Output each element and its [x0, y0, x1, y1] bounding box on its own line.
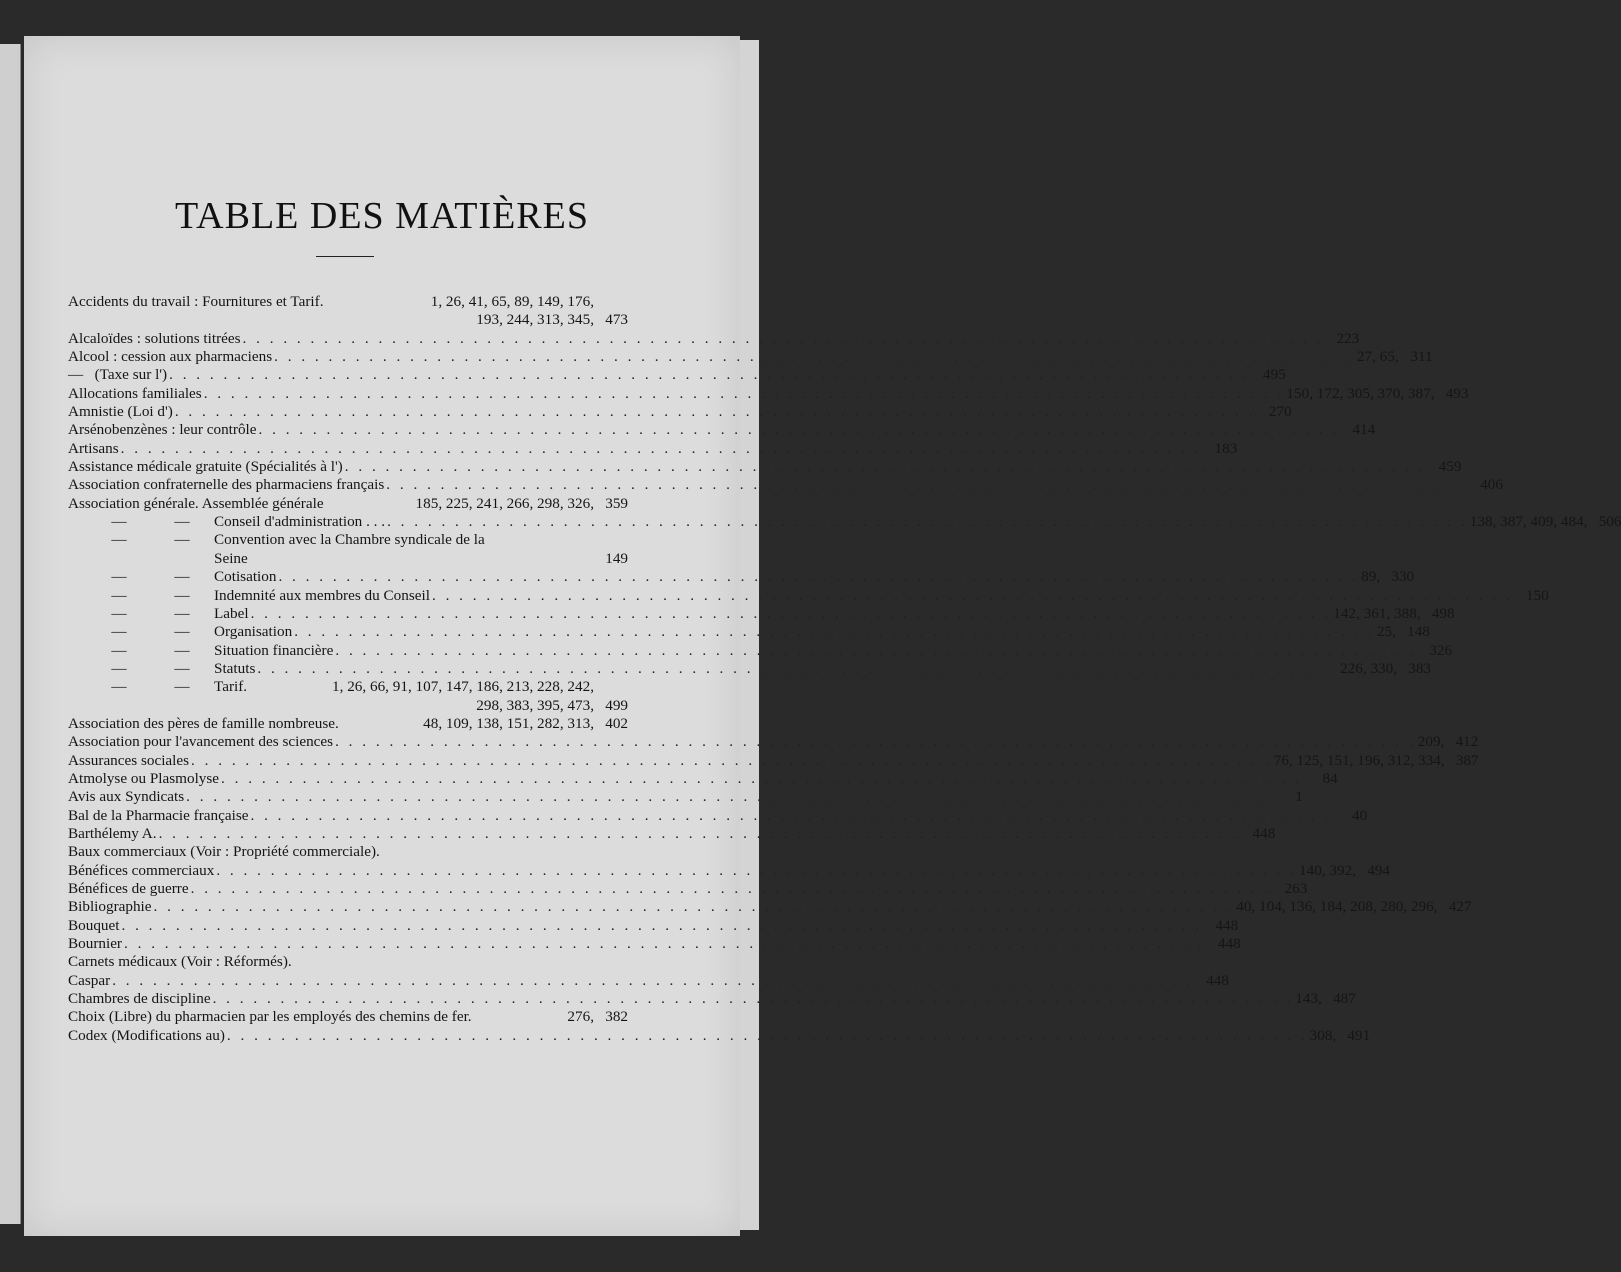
dot-leader: . . . . . . . . . . . . . . . . . . . . . . . . . . . . . . . . . . . . . . . . . . . . . . . . . . . . . . . . . . . . . . . . . . . . . . . . . . . . . . . . [242, 329, 1324, 347]
entry-page-number: 326 [1429, 641, 1453, 659]
dot-leader: . . . . . . . . . . . . . . . . . . . . . . . . . . . . . . . . . . . . . . . . . . . . . . . . . . . . . . . . . . . . . . . . . . . . . . . . . . . . . . . . [226, 1026, 1308, 1044]
entry-label: Accidents du travail : Fournitures et Tarif. [68, 293, 324, 310]
entry-label: Bénéfices commerciaux [68, 861, 215, 879]
entry-page-number: 498 [1431, 604, 1455, 622]
dot-leader: . . . . . . . . . . . . . . . . . . . . . . . . . . . . . . . . . . . . . . . . . . . . . . . . . . . . . . . . . . . . . . . . . . . . . . . . . . . . . . . . [274, 348, 1355, 366]
ditto-dash: — [174, 531, 190, 549]
dot-leader: . . . . . . . . . . . . . . . . . . . . . . . . . . . . . . . . . . . . . . . . . . . . . . . . . . . . . . . . . . . . . . . . . . . . . . . . . . . . . . . . [250, 806, 1332, 824]
entry-label: Barthélemy A. [68, 824, 157, 842]
toc-entry [68, 604, 1455, 623]
toc-entry [68, 733, 1479, 751]
entry-page-number: 387 [1455, 751, 1479, 769]
entry-page-number: 311 [1410, 348, 1433, 366]
title-rule [316, 256, 374, 257]
entry-page-number: 499 [605, 696, 628, 714]
entry-page-number: 359 [605, 494, 628, 512]
entry-label: Association générale. Assemblée générale [68, 494, 324, 512]
ditto-dash: — [111, 659, 127, 677]
dot-leader: . . . . . . . . . . . . . . . . . . . . . . . . . . . . . . . . . . . . . . . . . . . . . . . . . . . . . . . . . . . . . . . . . . . . . . . . . . . . . . . . [294, 623, 1375, 641]
entry-page-number: 150 [1525, 586, 1549, 604]
entry-label: Carnets médicaux (Voir : Réformés). [68, 953, 292, 971]
entry-page-refs: 226, 330, [1340, 659, 1398, 677]
entry-page-number: 383 [1408, 659, 1432, 677]
entry-page-number: 414 [1352, 421, 1376, 439]
entry-page-refs: 143, [1295, 990, 1322, 1008]
entry-page-refs: 298, 383, 395, 473, [476, 696, 594, 714]
entry-page-number: 382 [605, 1008, 628, 1026]
entry-page-number: 223 [1336, 329, 1360, 347]
dot-leader: . . . . . . . . . . . . . . . . . . . . . . . . . . . . . . . . . . . . . . . . . . . . . . . . . . . . . . . . . . . . . . . . . . . . . . . . . . . . . . . . [124, 935, 1205, 953]
toc-entry [68, 935, 1241, 953]
entry-page-number: 491 [1347, 1026, 1371, 1044]
entry-page-number: 183 [1214, 439, 1238, 457]
entry-label: Alcool : cession aux pharmaciens [68, 348, 273, 366]
dot-leader: . . . . . . . . . . . . . . . . . . . . . . . . . . . . . . . . . . . . . . . . . . . . . . . . . . . . . . . . . . . . . . . . . . . . . . . . . . . . . . . . [386, 476, 1467, 494]
entry-label: Association confraternelle des pharmaciens français [68, 476, 385, 494]
entry-label: Bournier [68, 935, 122, 953]
entry-page-refs: 1, 26, 41, 65, 89, 149, 176, [430, 293, 594, 310]
entry-page-refs: 48, 109, 138, 151, 282, 313, [423, 714, 594, 732]
dot-leader: . . . . . . . . . . . . . . . . . . . . . . . . . . . . . . . . . . . . . . . . . . . . . . . . . . . . . . . . . . . . . . . . . . . . . . . . . . . . . . . . [387, 513, 1468, 531]
toc-entry [68, 678, 628, 696]
toc-entry [68, 916, 1239, 935]
entry-label: Assistance médicale gratuite (Spécialités à l') [68, 458, 343, 476]
entry-page-number: 448 [1215, 916, 1239, 934]
entry-page-number: 270 [1268, 403, 1292, 421]
entry-label [68, 587, 430, 605]
ditto-dash: — [111, 641, 127, 659]
toc-entry [68, 476, 1503, 494]
entry-label: Choix (Libre) du pharmacien par les employés des chemins de fer. [68, 1008, 472, 1026]
toc-entry [68, 311, 628, 329]
dot-leader: . . . . . . . . . . . . . . . . . . . . . . . . . . . . . . . . . . . . . . . . . . . . . . . . . . . . . . . . . . . . . . . . . . . . . . . . . . . . . . . . [190, 880, 1272, 897]
ditto-dash: — [174, 568, 190, 586]
entry-label: Bénéfices de guerre [68, 880, 189, 897]
entry-label: Caspar [68, 971, 111, 989]
entry-page-number: 263 [1284, 880, 1308, 897]
dot-leader: . . . . . . . . . . . . . . . . . . . . . . . . . . . . . . . . . . . . . . . . . . . . . . . . . . . . . . . . . . . . . . . . . . . . . . . . . . . . . . . . [120, 439, 1202, 457]
entry-page-number: 427 [1448, 898, 1472, 916]
toc-entry [68, 421, 1376, 439]
toc-entry [68, 824, 1276, 843]
ditto-dash: — [111, 604, 127, 622]
subentry-label: Indemnité aux membres du Conseil [214, 586, 430, 604]
entry-label: Association pour l'avancement des sciences [68, 733, 334, 751]
dot-leader: . . . . . . . . . . . . . . . . . . . . . . . . . . . . . . . . . . . . . . . . . . . . . . . . . . . . . . . . . . . . . . . . . . . . . . . . . . . . . . . . [174, 403, 1256, 421]
book-page [24, 36, 1621, 1236]
ditto-dash: — [174, 586, 190, 604]
toc-entry [68, 953, 628, 971]
subentry-label: Label [214, 604, 249, 622]
ditto-dash: — [174, 604, 190, 622]
entry-label [68, 568, 276, 586]
ditto-dash: — [111, 586, 127, 604]
entry-label: Chambres de discipline [68, 990, 211, 1008]
subentry-label: Conseil d'administration . . . [214, 513, 386, 531]
dot-leader: . . . . . . . . . . . . . . . . . . . . . . . . . . . . . . . . . . . . . . . . . . . . . . . . . . . . . . . . . . . . . . . . . . . . . . . . . . . . . . . . [250, 604, 1332, 622]
dot-leader: . . . . . . . . . . . . . . . . . . . . . . . . . . . . . . . . . . . . . . . . . . . . . . . . . . . . . . . . . . . . . . . . . . . . . . . . . . . . . . . . [278, 568, 1360, 586]
entry-page-number: 402 [605, 714, 628, 732]
entry-label: Alcaloïdes : solutions titrées [68, 329, 241, 347]
entry-label [68, 623, 292, 641]
entry-page-number: 448 [1252, 824, 1276, 842]
entry-page-number: 406 [1480, 476, 1503, 494]
entry-page-refs: 40, 104, 136, 184, 208, 280, 296, [1236, 898, 1438, 916]
entry-label [68, 642, 333, 660]
entry-page-refs: 150, 172, 305, 370, 387, [1286, 384, 1435, 402]
toc-entry [68, 990, 1356, 1008]
entry-page-refs: 89, [1361, 568, 1381, 586]
entry-page-refs: 308, [1309, 1026, 1337, 1044]
dot-leader: . . . . . . . . . . . . . . . . . . . . . . . . . . . . . . . . . . . . . . . . . . . . . . . . . . . . . . . . . . . . . . . . . . . . . . . . . . . . . . . . [258, 421, 1340, 439]
entry-label: Bibliographie [68, 898, 152, 916]
dot-leader: . . . . . . . . . . . . . . . . . . . . . . . . . . . . . . . . . . . . . . . . . . . . . . . . . . . . . . . . . . . . . . . . . . . . . . . . . . . . . . . . [335, 733, 1416, 751]
toc-entry [68, 366, 1286, 384]
dot-leader: . . . . . . . . . . . . . . . . . . . . . . . . . . . . . . . . . . . . . . . . . . . . . . . . . . . . . . . . . . . . . . . . . . . . . . . . . . . . . . . . [344, 458, 1426, 476]
toc-entry [68, 329, 1360, 348]
toc-entry [68, 458, 1462, 476]
entry-page-refs: 76, 125, 151, 196, 312, 334, [1273, 751, 1445, 769]
entry-page-number: 448 [1206, 971, 1229, 989]
toc-entry [68, 806, 1368, 825]
entry-page-refs: 140, 392, [1299, 861, 1356, 879]
entry-label: Assurances sociales [68, 751, 190, 769]
ditto-dash: — [174, 659, 190, 677]
toc-entry [68, 403, 1292, 421]
entry-label [68, 678, 247, 696]
entry-page-refs: 185, 225, 241, 266, 298, 326, [415, 494, 594, 512]
toc-entry [68, 1026, 1371, 1045]
entry-page-number: 84 [1322, 769, 1338, 787]
entry-page-number: 412 [1455, 733, 1479, 751]
entry-label: Atmolyse ou Plasmolyse [68, 769, 220, 787]
entry-page-number: 487 [1333, 990, 1356, 1008]
entry-page-number: 40 [1352, 806, 1368, 824]
dot-leader: . . . . . . . . . . . . . . . . . . . . . . . . . . . . . . . . . . . . . . . . . . . . . . . . . . . . . . . . . . . . . . . . . . . . . . . . . . . . . . . . [431, 586, 1513, 604]
toc-entry [68, 495, 628, 513]
entry-page-number: 495 [1263, 366, 1286, 384]
entry-page-refs: 276, [567, 1008, 594, 1026]
entry-page-number: 330 [1391, 568, 1415, 586]
ditto-dash: — [174, 641, 190, 659]
entry-label: Association des pères de famille nombreuse. [68, 714, 339, 732]
entry-page-refs: 138, 387, 409, 484, [1469, 513, 1588, 531]
entry-page-number: 494 [1367, 861, 1390, 879]
subentry-label: Situation financière [214, 641, 334, 659]
toc-entry [68, 348, 1433, 366]
entry-page-refs: 142, 361, 388, [1333, 604, 1421, 622]
toc-entry [68, 880, 1308, 898]
entry-label: Allocations familiales [68, 384, 202, 402]
entry-label: Bouquet [68, 916, 120, 934]
subentry-label: Statuts [214, 659, 256, 677]
entry-page-number: 448 [1217, 935, 1241, 953]
dot-leader: . . . . . . . . . . . . . . . . . . . . . . . . . . . . . . . . . . . . . . . . . . . . . . . . . . . . . . . . . . . . . . . . . . . . . . . . . . . . . . . . [121, 916, 1203, 934]
toc-entry [68, 513, 1621, 531]
dot-leader: . . . . . . . . . . . . . . . . . . . . . . . . . . . . . . . . . . . . . . . . . . . . . . . . . . . . . . . . . . . . . . . . . . . . . . . . . . . . . . . . [153, 898, 1235, 916]
toc-entry [68, 384, 1469, 403]
dot-leader: . . . . . . . . . . . . . . . . . . . . . . . . . . . . . . . . . . . . . . . . . . . . . . . . . . . . . . . . . . . . . . . . . . . . . . . . . . . . . . . . [186, 788, 1267, 806]
toc-entry [68, 550, 628, 568]
dot-leader: . . . . . . . . . . . . . . . . . . . . . . . . . . . . . . . . . . . . . . . . . . . . . . . . . . . . . . . . . . . . . . . . . . . . . . . . . . . . . . . . [191, 751, 1272, 769]
entry-page-number: 473 [605, 311, 628, 329]
entry-page-number: 1 [1295, 788, 1303, 806]
toc-entry [68, 586, 1549, 605]
toc-entry [68, 1008, 628, 1026]
entry-label [68, 605, 249, 623]
dot-leader: . . . . . . . . . . . . . . . . . . . . . . . . . . . . . . . . . . . . . . . . . . . . . . . . . . . . . . . . . . . . . . . . . . . . . . . . . . . . . . . . [257, 659, 1339, 677]
ditto-dash: — [111, 513, 127, 531]
toc-entry [68, 898, 1472, 916]
entry-label [68, 531, 485, 549]
dot-leader: . . . . . . . . . . . . . . . . . . . . . . . . . . . . . . . . . . . . . . . . . . . . . . . . . . . . . . . . . . . . . . . . . . . . . . . . . . . . . . . . [221, 769, 1302, 787]
toc-entry [68, 843, 628, 861]
entry-label [68, 513, 385, 531]
toc-entry [68, 971, 1229, 990]
subentry-label: Cotisation [214, 568, 277, 586]
toc-entry [68, 697, 628, 715]
entry-page-number: 148 [1407, 623, 1430, 641]
ditto-dash: — [174, 678, 190, 696]
entry-label: Arsénobenzènes : leur contrôle [68, 421, 257, 439]
entry-page-number: 149 [605, 549, 628, 567]
dot-leader: . . . . . . . . . . . . . . . . . . . . . . . . . . . . . . . . . . . . . . . . . . . . . . . . . . . . . . . . . . . . . . . . . . . . . . . . . . . . . . . . [158, 824, 1240, 842]
entry-page-refs: 27, 65, [1356, 348, 1399, 366]
toc-entry [68, 751, 1479, 770]
toc-entry [68, 861, 1390, 880]
facing-page-edge [0, 44, 21, 1224]
dot-leader: . . . . . . . . . . . . . . . . . . . . . . . . . . . . . . . . . . . . . . . . . . . . . . . . . . . . . . . . . . . . . . . . . . . . . . . . . . . . . . . . [112, 971, 1193, 989]
entry-label: — (Taxe sur l') [68, 366, 168, 384]
toc-entry [68, 293, 628, 311]
entry-label [68, 550, 248, 568]
subentry-label: Convention avec la Chambre syndicale de la [214, 531, 485, 549]
subentry-label: Seine [214, 549, 248, 567]
toc-entry [68, 715, 628, 733]
entry-label: Codex (Modifications au) [68, 1026, 225, 1044]
entry-page-refs: 25, [1376, 623, 1396, 641]
entry-page-number: 459 [1438, 458, 1462, 476]
ditto-dash: — [111, 623, 127, 641]
entry-page-refs: 209, [1417, 733, 1445, 751]
toc-entry [68, 788, 1303, 806]
toc-entry [68, 769, 1338, 788]
table-of-contents [68, 293, 1621, 1045]
dot-leader: . . . . . . . . . . . . . . . . . . . . . . . . . . . . . . . . . . . . . . . . . . . . . . . . . . . . . . . . . . . . . . . . . . . . . . . . . . . . . . . . [216, 861, 1298, 879]
ditto-dash: — [174, 623, 190, 641]
ditto-dash: — [111, 568, 127, 586]
entry-page-number: 506 [1598, 513, 1621, 531]
entry-page-number: 493 [1445, 384, 1469, 402]
toc-entry [68, 641, 1453, 660]
dot-leader: . . . . . . . . . . . . . . . . . . . . . . . . . . . . . . . . . . . . . . . . . . . . . . . . . . . . . . . . . . . . . . . . . . . . . . . . . . . . . . . . [212, 990, 1294, 1008]
toc-entry [68, 623, 1430, 641]
toc-entry [68, 659, 1432, 678]
dot-leader: . . . . . . . . . . . . . . . . . . . . . . . . . . . . . . . . . . . . . . . . . . . . . . . . . . . . . . . . . . . . . . . . . . . . . . . . . . . . . . . . [169, 366, 1250, 384]
entry-label: Amnistie (Loi d') [68, 403, 173, 421]
entry-label: Baux commerciaux (Voir : Propriété commerciale). [68, 843, 380, 861]
entry-label [68, 660, 255, 678]
page-title: TABLE DES MATIÈRES [175, 195, 589, 237]
subentry-label: Organisation [214, 623, 293, 641]
dot-leader: . . . . . . . . . . . . . . . . . . . . . . . . . . . . . . . . . . . . . . . . . . . . . . . . . . . . . . . . . . . . . . . . . . . . . . . . . . . . . . . . [203, 384, 1285, 402]
toc-entry [68, 568, 1415, 586]
entry-label: Bal de la Pharmacie française [68, 806, 249, 824]
subentry-label: Tarif. [214, 678, 248, 696]
ditto-dash: — [111, 531, 127, 549]
ditto-dash: — [174, 513, 190, 531]
entry-label: Artisans [68, 439, 119, 457]
toc-entry [68, 439, 1238, 458]
entry-page-refs: 193, 244, 313, 345, [476, 311, 594, 329]
entry-page-refs: 1, 26, 66, 91, 107, 147, 186, 213, 228, 242, [332, 678, 594, 696]
toc-entry [68, 531, 628, 549]
dot-leader: . . . . . . . . . . . . . . . . . . . . . . . . . . . . . . . . . . . . . . . . . . . . . . . . . . . . . . . . . . . . . . . . . . . . . . . . . . . . . . . . [335, 641, 1417, 659]
ditto-dash: — [111, 678, 127, 696]
entry-label: Avis aux Syndicats [68, 788, 185, 806]
